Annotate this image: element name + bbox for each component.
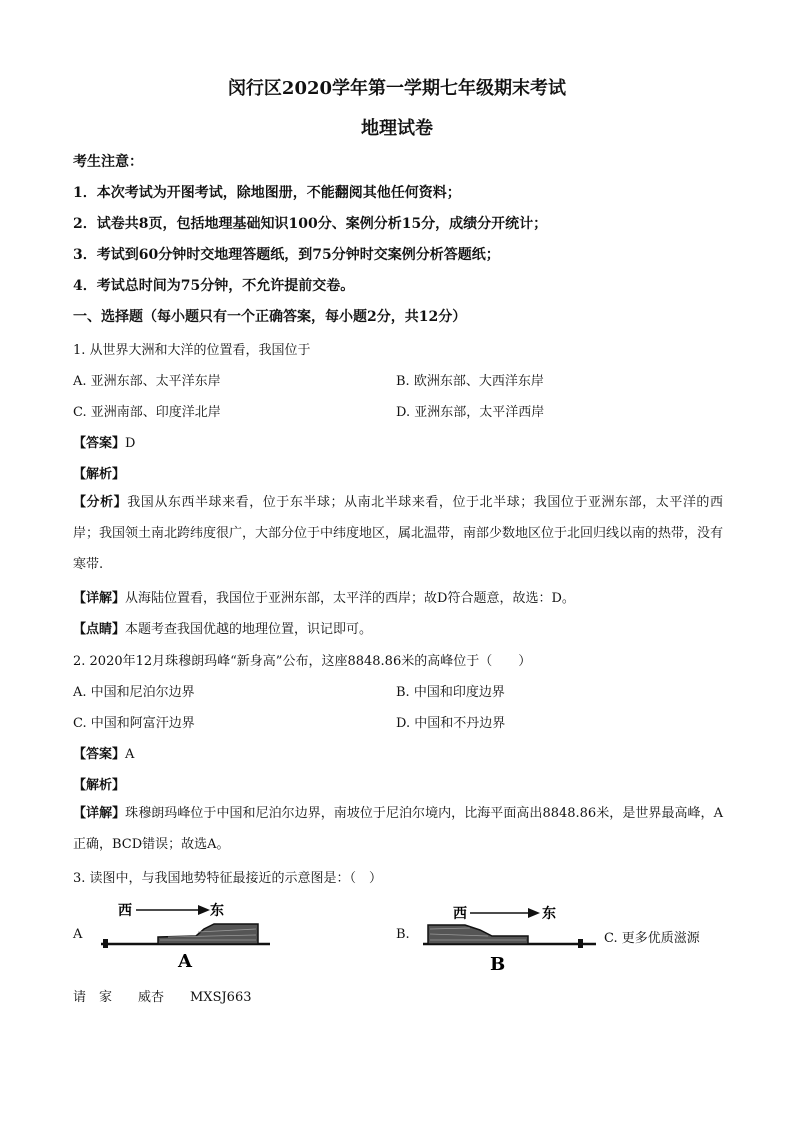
fig-b-letter: B xyxy=(490,954,506,975)
notice-item: 4．考试总时间为75分钟，不允许提前交卷。 xyxy=(73,278,355,294)
notice-item: 1．本次考试为开图考试，除地图册，不能翻阅其他任何资料； xyxy=(73,185,461,201)
fig-b-west-label: 西 xyxy=(453,906,467,922)
answer-value: D xyxy=(125,436,136,451)
q2-option-a: A. 中国和尼泊尔边界 xyxy=(73,685,195,700)
notice-heading: 考生注意： xyxy=(73,154,143,170)
q2-option-b: B. 中国和印度边界 xyxy=(396,685,505,700)
question-2-stem: 2. 2020年12月珠穆朗玛峰“新身高”公布，这座8848.86米的高峰位于（ ） xyxy=(73,654,532,669)
q1-answer xyxy=(73,432,135,451)
dianjing-text: 本题考查我国优越的地理位置，识记即可。 xyxy=(125,622,373,637)
q2-answer xyxy=(73,743,134,762)
terrain-diagram-a xyxy=(98,895,273,973)
q1-option-a: A. 亚洲东部、太平洋东岸 xyxy=(73,374,221,389)
q1-detail xyxy=(73,587,575,606)
q1-jiexi-tag: 【解析】 xyxy=(73,467,126,482)
fig-b-right-tick xyxy=(578,939,583,948)
q3-option-b-label: B. xyxy=(396,927,410,942)
answer-tag: 【答案】 xyxy=(73,436,126,451)
q2-option-c: C. 中国和阿富汗边界 xyxy=(73,716,195,731)
fenxi-text: 我国从东西半球来看，位于东半球；从南北半球来看，位于北半球；我国位于亚洲东部，太平洋的西岸；我国领土南北跨纬度很广，大部分位于中纬度地区，属北温带，南部少数地区位于北回归线以南的热带，没有寒带. xyxy=(73,495,724,572)
section-heading: 一、选择题（每小题只有一个正确答案，每小题2分，共12分） xyxy=(73,309,467,325)
q3-option-a-label: A xyxy=(73,927,83,942)
fig-a-terrain-profile xyxy=(158,924,258,944)
answer-value: A xyxy=(125,747,135,762)
q2-jiexi-tag: 【解析】 xyxy=(73,778,126,793)
fig-a-west-label: 西 xyxy=(118,903,132,919)
q1-option-b: B. 欧洲东部、大西洋东岸 xyxy=(396,374,544,389)
page-subtitle: 地理试卷 xyxy=(361,118,433,139)
fig-a-left-tick xyxy=(103,939,108,948)
notice-item: 2．试卷共8页，包括地理基础知识100分、案例分析15分，成绩分开统计； xyxy=(73,216,548,232)
q1-comment xyxy=(73,618,372,637)
page-title: 闵行区2020学年第一学期七年级期末考试 xyxy=(227,78,567,99)
q3-option-c: C. 更多优质滋源 xyxy=(604,931,700,946)
xiangjie-tag: 【详解】 xyxy=(73,591,126,606)
q1-analysis xyxy=(73,487,723,580)
fig-a-arrow-head xyxy=(198,905,210,915)
fig-a-east-label: 东 xyxy=(210,903,224,919)
q1-option-c: C. 亚洲南部、印度洋北岸 xyxy=(73,405,221,420)
xiangjie-text: 珠穆朗玛峰位于中国和尼泊尔边界，南坡位于尼泊尔境内，比海平面高出8848.86米，是世界最高峰，A正确，BCD错误；故选A。 xyxy=(73,806,723,852)
q2-option-d: D. 中国和不丹边界 xyxy=(396,716,506,731)
dianjing-tag: 【点睛】 xyxy=(73,622,126,637)
fig-b-arrow-head xyxy=(528,908,540,918)
notice-item: 3．考试到60分钟时交地理答题纸，到75分钟时交案例分析答题纸； xyxy=(73,247,500,263)
page-footer-text: 请 家 威杏 MXSJ663 xyxy=(73,990,252,1005)
fig-a-letter: A xyxy=(178,951,192,972)
xiangjie-tag: 【详解】 xyxy=(73,806,126,821)
question-3-stem: 3. 读图中，与我国地势特征最接近的示意图是：（ ） xyxy=(73,871,383,886)
fenxi-tag: 【分析】 xyxy=(73,495,128,510)
q2-detail xyxy=(73,798,723,860)
fig-b-east-label: 东 xyxy=(542,906,556,922)
terrain-diagram-b xyxy=(420,898,600,976)
xiangjie-text: 从海陆位置看，我国位于亚洲东部，太平洋的西岸；故D符合题意，故选：D。 xyxy=(125,591,575,606)
q1-option-d: D. 亚洲东部，太平洋西岸 xyxy=(396,405,545,420)
question-1-stem: 1. 从世界大洲和大洋的位置看，我国位于 xyxy=(73,343,311,358)
answer-tag: 【答案】 xyxy=(73,747,126,762)
